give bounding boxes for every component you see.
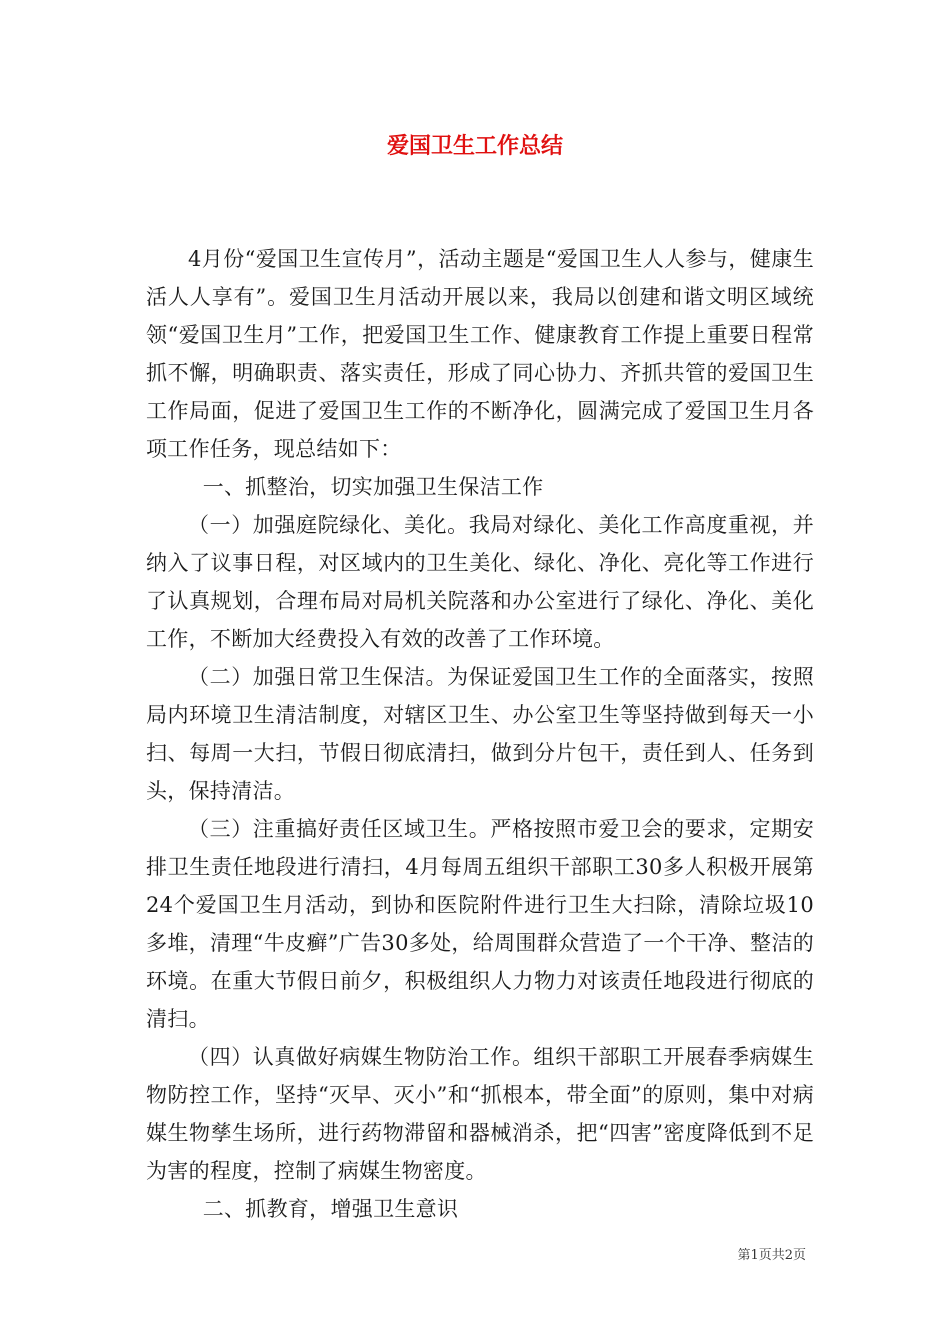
document-body: [146, 240, 814, 1228]
paragraph-1-1: （一）加强庭院绿化、美化。我局对绿化、美化工作高度重视，并纳入了议事日程，对区域内的卫生美化、绿化、净化、亮化等工作进行了认真规划，合理布局对局机关院落和办公室进行了绿化、净化、美化工作，不断加大经费投入有效的改善了工作环境。: [146, 513, 814, 651]
page-number: 第1页共2页: [737, 1248, 806, 1263]
intro-paragraph: 4月份“爱国卫生宣传月”，活动主题是“爱国卫生人人参与，健康生活人人享有”。爱国卫生月活动开展以来，我局以创建和谐文明区域统领“爱国卫生月”工作，把爱国卫生工作、健康教育工作提上重要日程常抓不懈，明确职责、落实责任，形成了同心协力、齐抓共管的爱国卫生工作局面，促进了爱国卫生工作的不断净化，圆满完成了爱国卫生月各项工作任务，现总结如下：: [146, 247, 814, 461]
paragraph-1-2: （二）加强日常卫生保洁。为保证爱国卫生工作的全面落实，按照局内环境卫生清洁制度，对辖区卫生、办公室卫生等坚持做到每天一小扫、每周一大扫，节假日彻底清扫，做到分片包干，责任到人、任务到头，保持清洁。: [146, 665, 814, 803]
page-title: 爱国卫生工作总结: [386, 134, 563, 159]
section-heading-2: 二、抓教育，增强卫生意识: [202, 1197, 459, 1221]
section-heading-1: 一、抓整治，切实加强卫生保洁工作: [202, 475, 544, 499]
paragraph-1-3: （三）注重搞好责任区域卫生。严格按照市爱卫会的要求，定期安排卫生责任地段进行清扫，4月每周五组织干部职工30多人积极开展第24个爱国卫生月活动，到协和医院附件进行卫生大扫除，清除垃圾10多堆，清理“牛皮癣”广告30多处，给周围群众营造了一个干净、整洁的环境。在重大节假日前夕，积极组织人力物力对该责任地段进行彻底的清扫。: [146, 817, 814, 1031]
paragraph-1-4: （四）认真做好病媒生物防治工作。组织干部职工开展春季病媒生物防控工作，坚持“灭早、灭小”和“抓根本，带全面”的原则，集中对病媒生物孳生场所，进行药物滞留和器械消杀，把“四害”密度降低到不足为害的程度，控制了病媒生物密度。: [146, 1045, 814, 1183]
